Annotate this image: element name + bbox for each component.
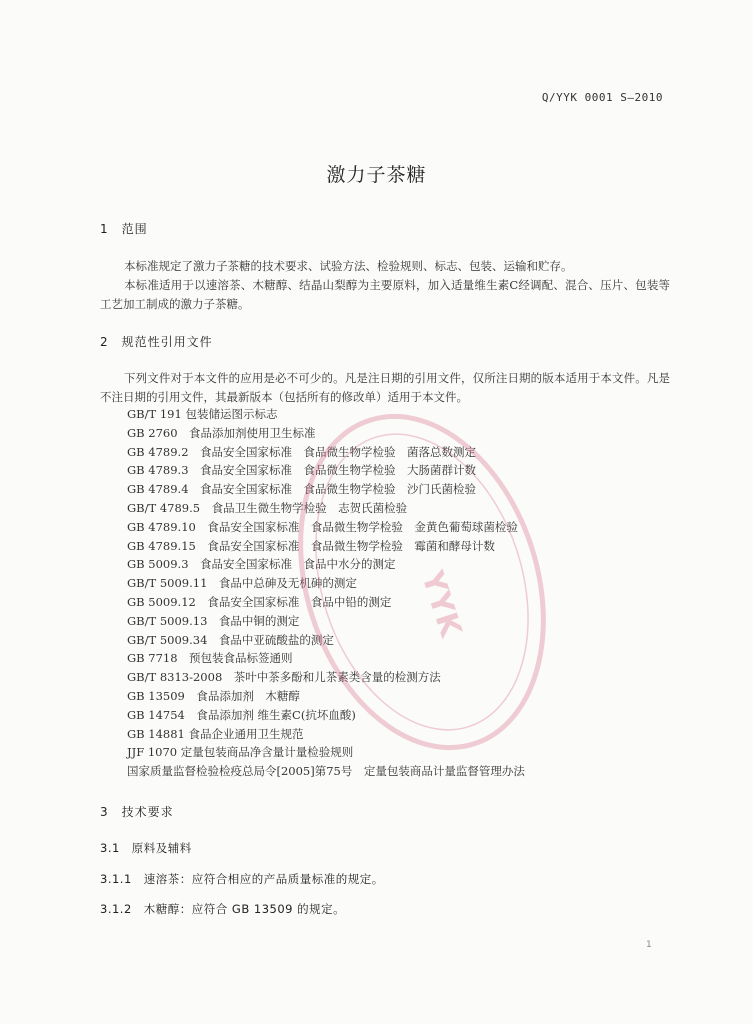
reference-item: GB 13509 食品添加剂 木糖醇 — [127, 688, 300, 703]
reference-item: GB 5009.12 食品安全国家标准 食品中铅的测定 — [127, 594, 392, 609]
clause-3-1-2: 3.1.2 木糖醇：应符合 GB 13509 的规定。 — [100, 902, 346, 916]
reference-item: GB 14754 食品添加剂 维生素C(抗坏血酸) — [127, 707, 356, 722]
reference-item: GB/T 5009.11 食品中总砷及无机砷的测定 — [127, 576, 357, 591]
clause-3-1-1: 3.1.1 速溶茶：应符合相应的产品质量标准的规定。 — [100, 872, 384, 886]
reference-item: GB 4789.2 食品安全国家标准 食品微生物学检验 菌落总数测定 — [127, 444, 477, 459]
reference-item: GB/T 5009.34 食品中亚硫酸盐的测定 — [127, 632, 334, 647]
reference-item: GB 2760 食品添加剂使用卫生标准 — [127, 425, 316, 440]
reference-item: GB 4789.10 食品安全国家标准 食品微生物学检验 金黄色葡萄球菌检验 — [127, 519, 518, 534]
references-intro: 下列文件对于本文件的应用是必不可少的。凡是注日期的引用文件，仅所注日期的版本适用于本文件。凡是不注日期的引用文件，其最新版本（包括所有的修改单）适用于本文件。 — [100, 371, 670, 404]
reference-item: JJF 1070 定量包装商品净含量计量检验规则 — [127, 745, 354, 760]
reference-item: GB/T 5009.13 食品中铜的测定 — [127, 613, 300, 628]
subsection-heading-materials: 3.1 原料及辅料 — [100, 841, 192, 855]
section-heading-references: 2 规范性引用文件 — [100, 335, 213, 349]
reference-item: GB 4789.15 食品安全国家标准 食品微生物学检验 霉菌和酵母计数 — [127, 538, 495, 553]
section-heading-scope: 1 范围 — [100, 222, 148, 236]
document-title: 激力子茶糖 — [326, 164, 427, 186]
reference-item: GB 4789.3 食品安全国家标准 食品微生物学检验 大肠菌群计数 — [127, 463, 477, 478]
reference-item: GB/T 4789.5 食品卫生微生物学检验 志贺氏菌检验 — [127, 500, 408, 515]
reference-item: 国家质量监督检验检疫总局令[2005]第75号 定量包装商品计量监督管理办法 — [127, 764, 525, 779]
scope-paragraph-1: 本标准规定了激力子茶糖的技术要求、试验方法、检验规则、标志、包装、运输和贮存。 — [124, 259, 573, 273]
reference-item: GB/T 8313-2008 茶叶中茶多酚和儿茶素类含量的检测方法 — [127, 670, 441, 685]
reference-item: GB/T 191 包装储运图示标志 — [127, 407, 278, 421]
reference-item: GB 4789.4 食品安全国家标准 食品微生物学检验 沙门氏菌检验 — [127, 482, 477, 497]
section-heading-technical-requirements: 3 技术要求 — [100, 805, 174, 819]
page-number: 1 — [646, 940, 652, 950]
stamp-text: YYK — [414, 566, 468, 642]
reference-list — [127, 405, 525, 781]
reference-item: GB 5009.3 食品安全国家标准 食品中水分的测定 — [127, 557, 396, 572]
standard-number: Q/YYK 0001 S—2010 — [541, 91, 663, 104]
reference-item: GB 14881 食品企业通用卫生规范 — [127, 726, 304, 741]
scope-paragraph-2: 本标准适用于以速溶茶、木糖醇、结晶山梨醇为主要原料，加入适量维生素C经调配、混合、压片、包装等工艺加工制成的激力子茶糖。 — [100, 278, 670, 311]
reference-item: GB 7718 预包装食品标签通则 — [127, 651, 293, 666]
